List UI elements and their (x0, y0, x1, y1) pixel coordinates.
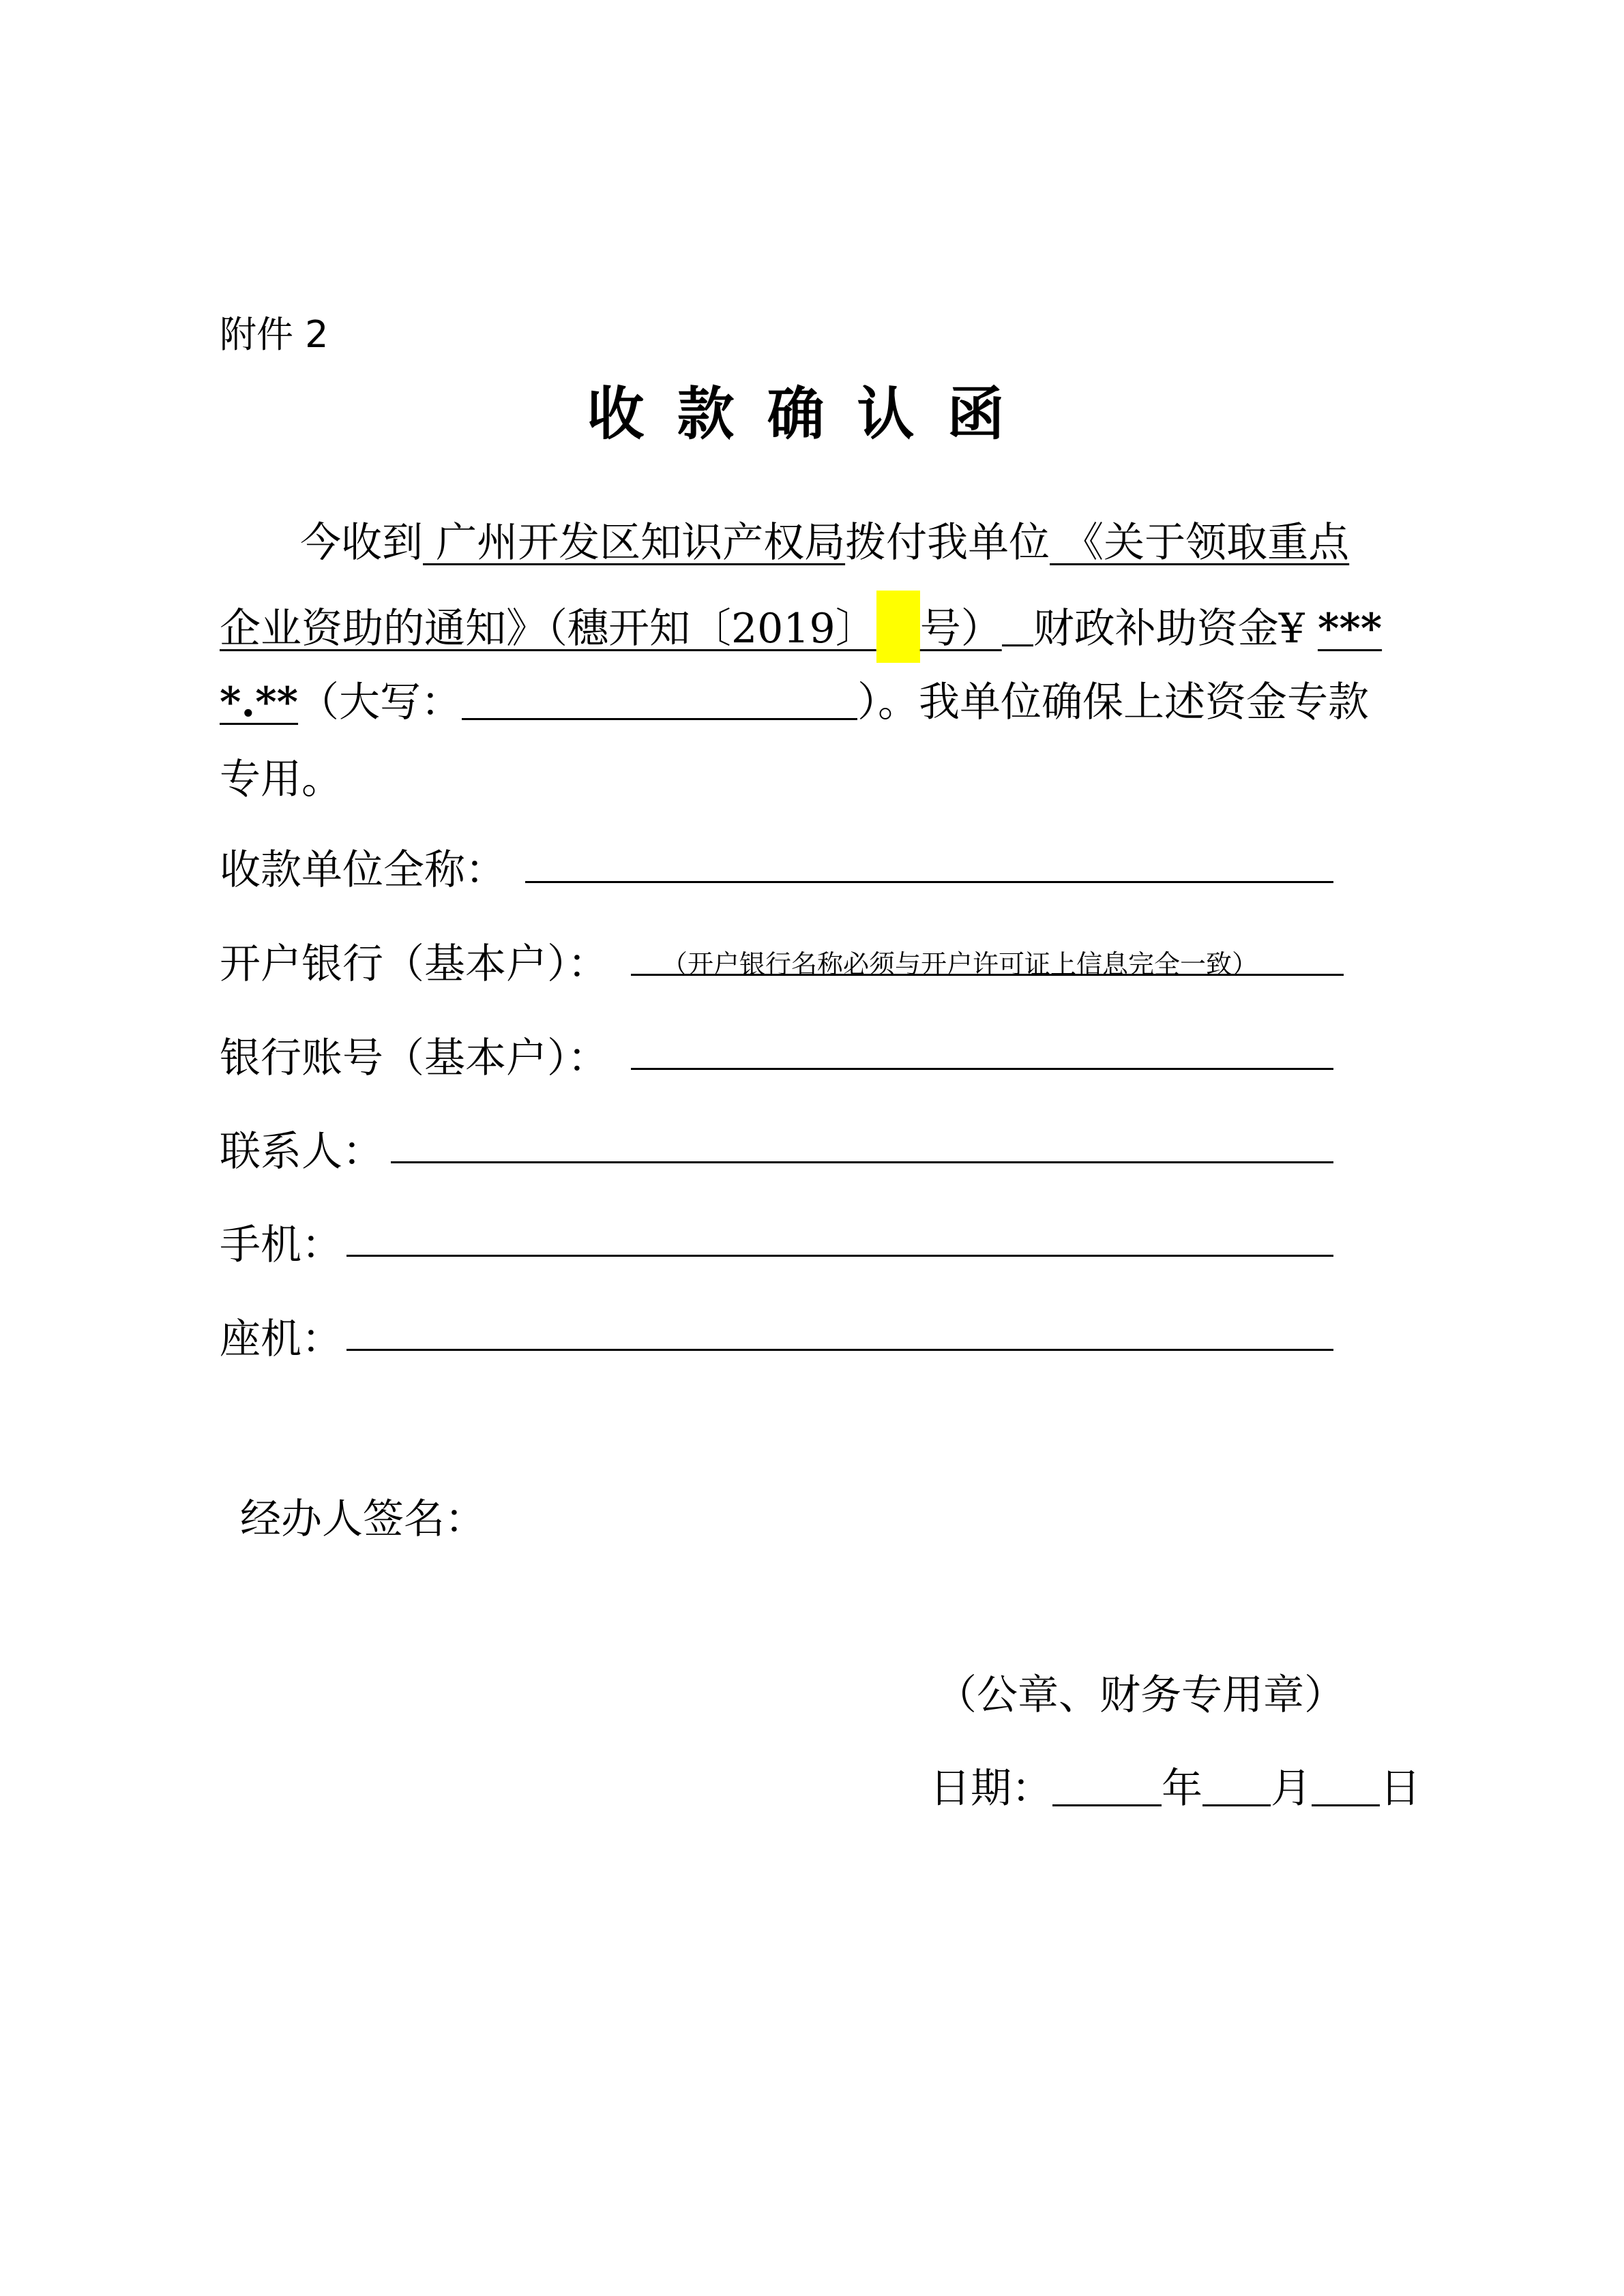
bank-name-hint: （开户银行名称必须与开户许可证上信息完全一致） (662, 949, 1258, 979)
day-blank[interactable] (1312, 1766, 1380, 1806)
paragraph-line-4: 专用。 (220, 756, 342, 803)
month-label: 月 (1271, 1765, 1312, 1813)
receipt-prefix: 今收到 (300, 519, 423, 567)
landline-blank[interactable] (346, 1349, 1333, 1351)
year-label: 年 (1162, 1765, 1202, 1813)
date-line (930, 1756, 1421, 1815)
capital-amount-label: （大写： (298, 679, 462, 726)
mobile-label: 手机： (220, 1221, 342, 1269)
highlighted-number-blank[interactable] (876, 591, 920, 663)
document-underline-tail (1002, 606, 1033, 646)
account-blank[interactable] (631, 1068, 1333, 1070)
subsidy-text: 财政补助资金¥ (1033, 605, 1318, 653)
commitment-text: ）。我单位确保上述资金专款 (857, 679, 1370, 726)
paragraph-line-2 (220, 591, 1382, 663)
document-name-part-3: 号） (919, 605, 1002, 653)
stamp-note: （公章、财务专用章） (936, 1671, 1345, 1719)
amount-part-1: *** (1317, 605, 1383, 653)
paragraph-line-3 (220, 670, 1369, 728)
document-title: 收款确认函 (587, 380, 1037, 447)
day-label: 日 (1380, 1765, 1421, 1813)
allocation-text: 拨付我单位 (845, 519, 1050, 567)
bank-label: 开户银行（基本户）： (220, 940, 608, 988)
mobile-blank[interactable] (346, 1255, 1333, 1257)
payee-name-label: 收款单位全称： (220, 846, 506, 894)
paragraph-line-1 (300, 510, 1349, 569)
contact-blank[interactable] (391, 1161, 1333, 1163)
payer-name: 广州开发区知识产权局 (423, 519, 846, 567)
landline-label: 座机： (220, 1315, 342, 1363)
contact-label: 联系人： (220, 1128, 383, 1176)
payee-name-blank[interactable] (525, 881, 1333, 883)
month-blank[interactable] (1202, 1766, 1271, 1806)
capital-amount-blank[interactable] (462, 680, 857, 720)
signature-label: 经办人签名： (240, 1495, 486, 1543)
attachment-label: 附件 2 (220, 313, 329, 356)
year-blank[interactable] (1052, 1766, 1162, 1806)
bank-blank[interactable] (631, 974, 1344, 976)
date-label: 日期： (930, 1765, 1052, 1813)
document-name-part-2: 企业资助的通知》（穗开知〔2019〕 (220, 605, 876, 653)
amount-part-2: *.** (220, 679, 299, 726)
document-name-part-1: 《关于领取重点 (1050, 519, 1350, 567)
account-label: 银行账号（基本户）： (220, 1034, 608, 1082)
